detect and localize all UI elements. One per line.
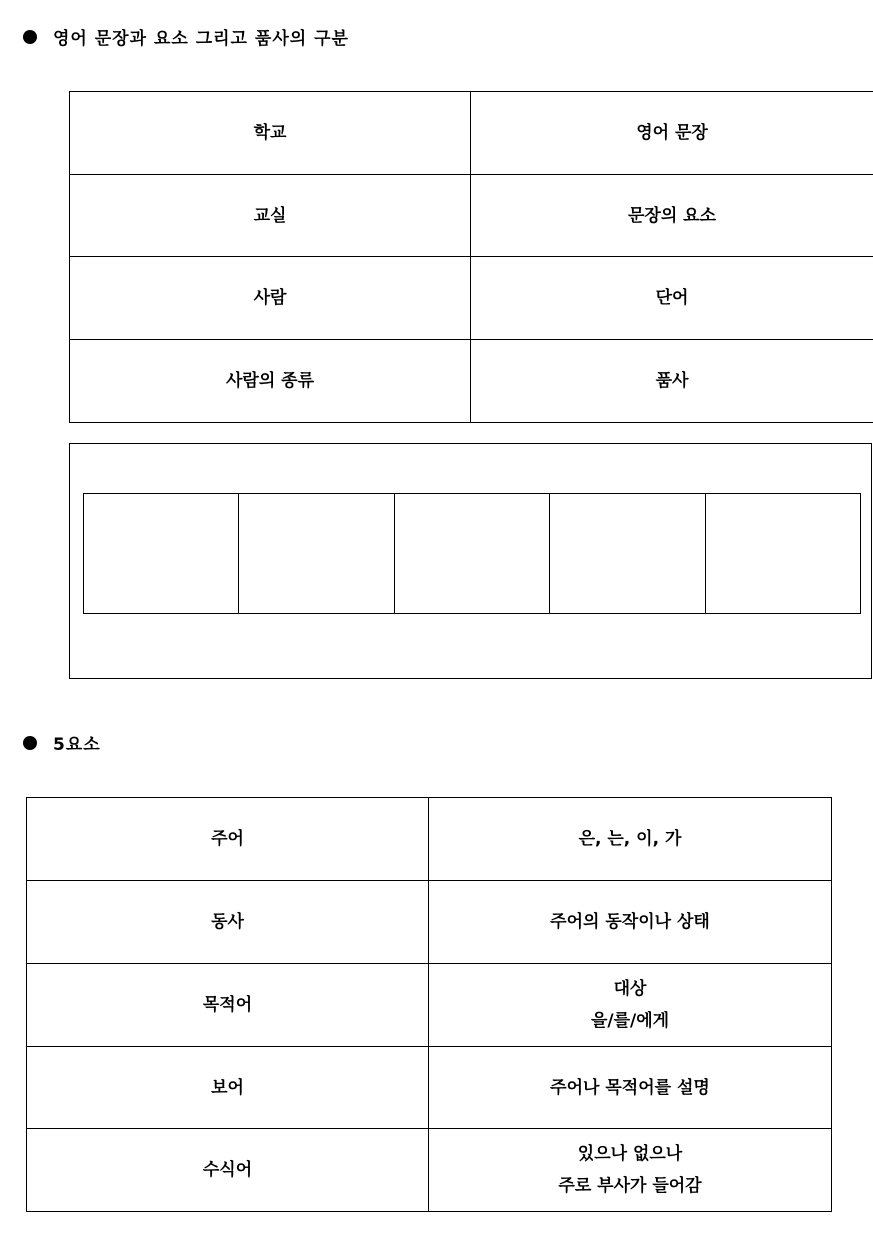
table-cell [429, 964, 832, 1047]
five-elements-table [26, 797, 832, 1212]
table-cell: 사람 [70, 257, 471, 340]
table-row [70, 257, 873, 340]
table-cell: 품사 [471, 340, 873, 423]
section-title: 영어 문장과 요소 그리고 품사의 구분 [53, 29, 349, 49]
table-cell: 학교 [70, 92, 471, 175]
table-cell: 목적어 [27, 964, 429, 1047]
table-cell: 보어 [27, 1047, 429, 1129]
cell-line: 주어의 동작이나 상태 [550, 912, 710, 932]
table-row [70, 340, 873, 423]
cell-line: 은, 는, 이, 가 [578, 829, 682, 849]
table-cell: 동사 [27, 881, 429, 964]
table-cell [429, 798, 832, 881]
table-cell [429, 1047, 832, 1129]
table-row [27, 1129, 832, 1212]
empty-cell [239, 494, 394, 613]
table-cell [429, 1129, 832, 1212]
table-cell: 교실 [70, 175, 471, 257]
table-cell: 주어 [27, 798, 429, 881]
section-heading-1 [23, 24, 349, 49]
table-row [27, 798, 832, 881]
table-cell: 수식어 [27, 1129, 429, 1212]
table-cell: 사람의 종류 [70, 340, 471, 423]
cell-line: 있으나 없으나 [577, 1144, 683, 1164]
empty-cell [706, 494, 860, 613]
empty-cell [84, 494, 239, 613]
empty-cell [395, 494, 550, 613]
table-cell: 문장의 요소 [471, 175, 873, 257]
table-row [27, 1047, 832, 1129]
analogy-table [69, 91, 873, 423]
cell-line: 주로 부사가 들어감 [558, 1176, 702, 1196]
cell-line: 대상 [613, 979, 647, 999]
cell-line: 을/를/에게 [590, 1011, 670, 1031]
table-cell: 단어 [471, 257, 873, 340]
table-row [70, 175, 873, 257]
bullet-icon [23, 736, 37, 750]
empty-cell [550, 494, 705, 613]
table-row [27, 881, 832, 964]
empty-cell-row [83, 493, 861, 614]
table-cell: 영어 문장 [471, 92, 873, 175]
section-title: 5요소 [53, 735, 101, 755]
table-row [70, 92, 873, 175]
bullet-icon [23, 30, 37, 44]
section-heading-2 [23, 730, 101, 755]
table-row [27, 964, 832, 1047]
cell-line: 주어나 목적어를 설명 [550, 1077, 710, 1098]
table-cell [429, 881, 832, 964]
empty-diagram-box [69, 443, 872, 679]
